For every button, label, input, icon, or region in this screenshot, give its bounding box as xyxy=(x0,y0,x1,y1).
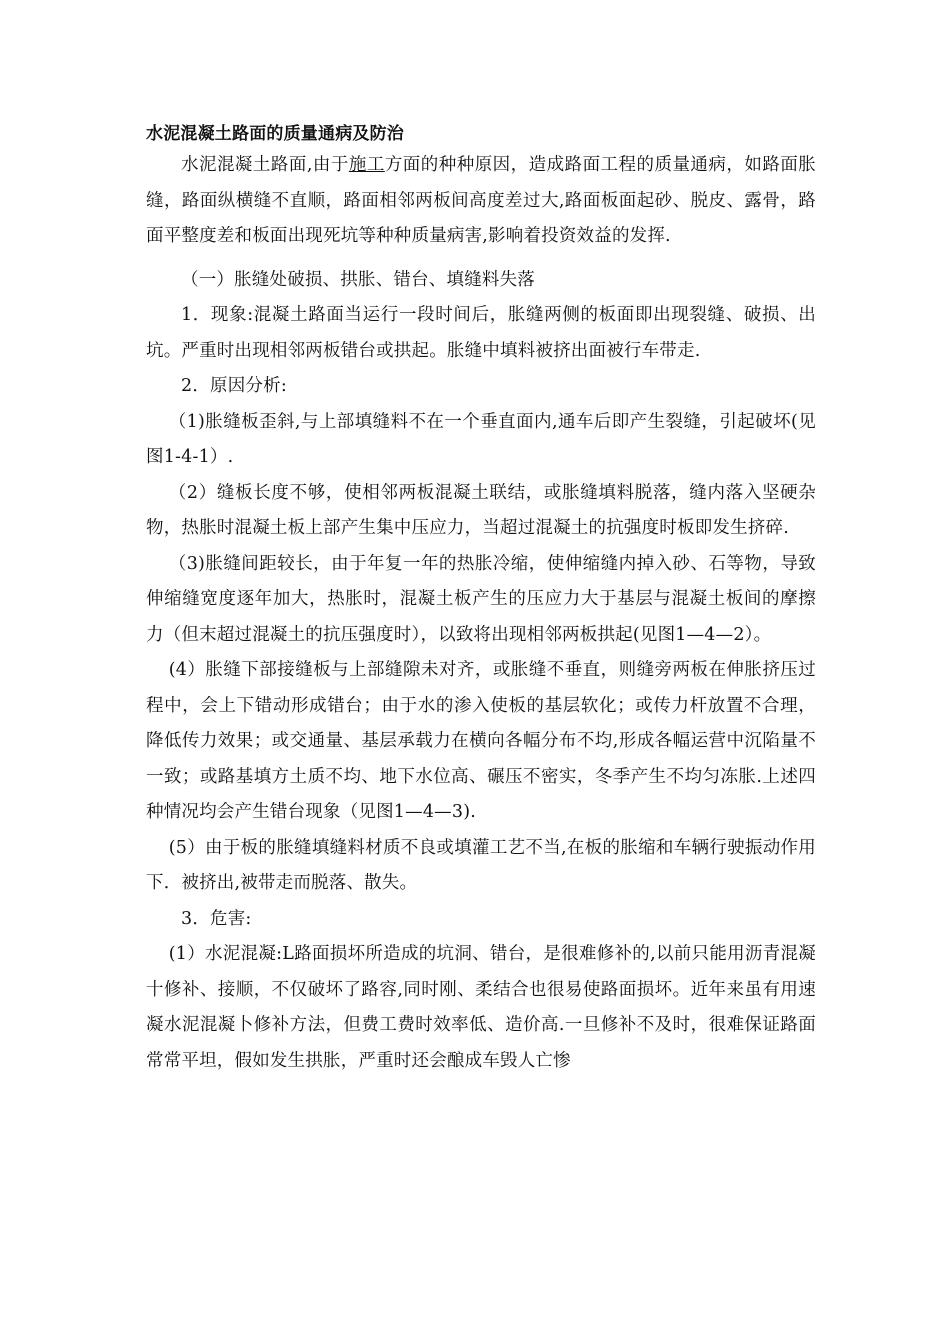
cause-item-1: （1)胀缝板歪斜,与上部填缝料不在一个垂直面内,通车后即产生裂缝，引起破坏(见图1-4-1）. xyxy=(146,411,816,467)
cause-item-5: (5）由于板的胀缝填缝料材质不良或填灌工艺不当,在板的胀缩和车辆行驶振动作用下．被挤出,被带走而脱落、散失。 xyxy=(146,837,816,893)
intro-text-end: 方面的种种原因，造成路面工程的质量通病，如路面胀缝，路面纵横缝不直顺，路面相邻两板间高度差过大,路面板面起砂、脱皮、露骨，路面平整度差和板面出现死坑等种种质量病害,影响着投资效益的发挥. xyxy=(146,155,816,246)
cause-heading: 2．原因分析: xyxy=(181,376,287,396)
phenomenon-paragraph: 1．现象:混凝土路面当运行一段时间后，胀缝两侧的板面即出现裂缝、破损、出坑。严重时出现相邻两板错台或拱起。胀缝中填料被挤出面被行车带走. xyxy=(146,305,816,361)
harm-item-1: (1）水泥混凝:L路面损坏所造成的坑洞、错台，是很难修补的,以前只能用沥青混凝十修补、接顺，不仅破坏了路容,同时刚、柔结合也很易使路面损坏。近年来虽有用速凝水泥混凝卜修补方法，但费工费时效率低、造价高.一旦修补不及时，很难保证路面常常平坦，假如发生拱胀，严重时还会酿成车毁人亡惨 xyxy=(146,944,816,1071)
intro-paragraph xyxy=(146,148,816,255)
intro-text-start: 水泥混凝土路面,由于 xyxy=(181,155,349,175)
cause-item-2: （2）缝板长度不够，使相邻两板混凝土联结，或胀缝填料脱落，缝内落入坚硬杂物，热胀时混凝土板上部产生集中压应力，当超过混凝土的抗强度时板即发生挤碎. xyxy=(146,482,816,538)
document-body xyxy=(146,122,816,1079)
underlined-term: 施工 xyxy=(348,155,385,175)
spacer xyxy=(146,255,816,263)
cause-item-4: (4）胀缝下部接缝板与上部缝隙未对齐，或胀缝不垂直，则缝旁两板在伸胀挤压过程中，会上下错动形成错台；由于水的渗入使板的基层软化；或传力杆放置不合理，降低传力效果；或交通量、基层承载力在横向各幅分布不均,形成各幅运营中沉陷量不一致；或路基填方土质不均、地下水位高、碾压不密实，冬季产生不均匀冻胀.上述四种情况均会产生错台现象（见图1—4—3). xyxy=(146,660,816,822)
section-heading: （一）胀缝处破损、拱胀、错台、填缝料失落 xyxy=(181,269,535,290)
harm-heading: 3．危害: xyxy=(181,908,252,929)
cause-item-3: （3)胀缝间距较长，由于年复一年的热胀冷缩，使伸缩缝内掉入砂、石等物，导致伸缩缝宽度逐年加大，热胀时，混凝土板产生的压应力大于基层与混凝土板间的摩擦力（但末超过混凝土的抗压强度时），以致将出现相邻两板拱起(见图1—4—2）。 xyxy=(146,553,816,645)
document-title: 水泥混凝土路面的质量通病及防治 xyxy=(146,124,404,144)
